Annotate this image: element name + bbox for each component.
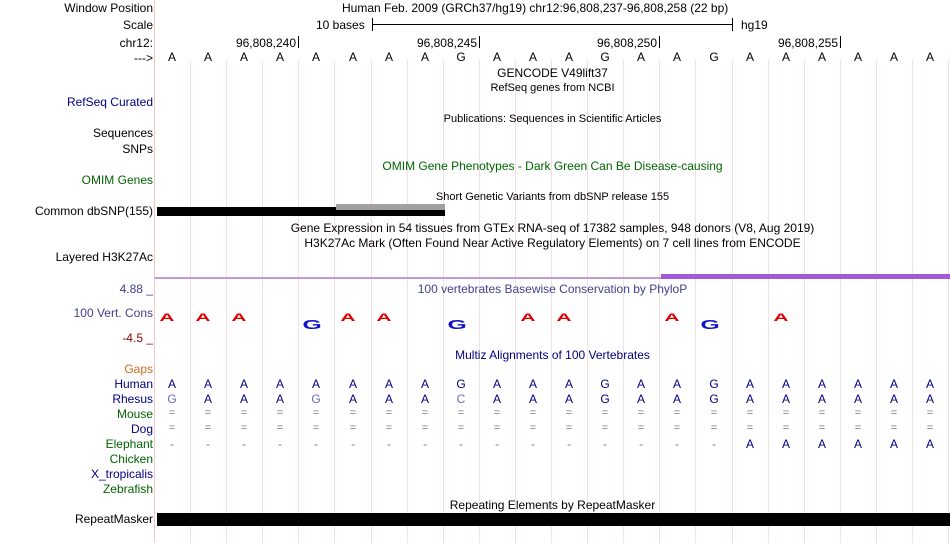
rhesus-base: A <box>239 392 248 406</box>
gtex-title[interactable]: Gene Expression in 54 tissues from GTEx RNA-seq of 17382 samples, 948 donors (V8, Aug 2019) <box>290 221 815 235</box>
rhesus-base: A <box>745 392 754 406</box>
dog-base: = <box>637 422 645 434</box>
sequence-base: A <box>420 50 429 64</box>
mouse-base: = <box>601 407 609 419</box>
human-base: A <box>311 377 320 391</box>
sequence-base: A <box>564 50 573 64</box>
human-base: A <box>528 377 537 391</box>
human-base: A <box>889 377 898 391</box>
elephant-base: A <box>853 437 862 451</box>
elephant-base: - <box>675 437 679 451</box>
species-label-mouse[interactable]: Mouse <box>116 407 153 421</box>
ruler-label: 96,808,255 <box>777 36 838 50</box>
human-base: G <box>709 377 719 391</box>
grid-line <box>876 60 877 543</box>
mouse-base: = <box>529 407 537 419</box>
grid-line <box>298 60 299 543</box>
grid-line <box>804 60 805 543</box>
sequence-base: A <box>528 50 537 64</box>
rhesus-base: A <box>781 392 790 406</box>
dog-base: = <box>421 422 429 434</box>
scale-bar-left-cap <box>372 18 373 31</box>
elephant-base: - <box>351 437 355 451</box>
ruler-label: 96,808,245 <box>416 36 477 50</box>
human-base: A <box>167 377 176 391</box>
strand-arrow: ---> <box>134 51 153 65</box>
scale-text: 10 bases <box>316 18 365 32</box>
human-base: A <box>636 377 645 391</box>
conservation-letter: A <box>376 312 392 324</box>
track-label-repeatmasker[interactable]: RepeatMasker <box>74 512 153 526</box>
mouse-base: = <box>854 407 862 419</box>
rhesus-base: C <box>456 392 466 406</box>
sequence-base: A <box>781 50 790 64</box>
species-label-dog[interactable]: Dog <box>130 422 153 436</box>
dbsnp-title[interactable]: Short Genetic Variants from dbSNP release 155 <box>435 191 670 203</box>
window-position-value: Human Feb. 2009 (GRCh37/hg19) chr12:96,808,237-96,808,258 (22 bp) <box>342 1 729 15</box>
scale-bar <box>372 24 733 25</box>
dog-base: = <box>890 422 898 434</box>
scale-bar-right-cap <box>732 18 733 31</box>
human-base: A <box>781 377 790 391</box>
elephant-base: - <box>712 437 716 451</box>
multiz-title[interactable]: Multiz Alignments of 100 Vertebrates <box>455 348 650 362</box>
mouse-base: = <box>312 407 320 419</box>
sequence-base: A <box>853 50 862 64</box>
rhesus-base: A <box>203 392 212 406</box>
conservation-letter: A <box>159 312 175 324</box>
elephant-base: - <box>603 437 607 451</box>
cons-max-value: 4.88 _ <box>119 282 153 296</box>
dog-base: = <box>312 422 320 434</box>
sequence-base: G <box>600 50 610 64</box>
dog-base: = <box>854 422 862 434</box>
human-base: G <box>456 377 466 391</box>
grid-line <box>912 60 913 543</box>
elephant-base: A <box>817 437 826 451</box>
rhesus-base: A <box>817 392 826 406</box>
track-label-gaps[interactable]: Gaps <box>124 362 153 376</box>
rhesus-base: A <box>636 392 645 406</box>
elephant-base: A <box>889 437 898 451</box>
human-base: G <box>600 377 610 391</box>
elephant-base: - <box>387 437 391 451</box>
conservation-letter: A <box>520 312 536 324</box>
conservation-letter: A <box>195 312 211 324</box>
elephant-base: - <box>459 437 463 451</box>
species-label-elephant[interactable]: Elephant <box>105 437 153 451</box>
dbsnp-feature-highlight[interactable] <box>336 204 445 210</box>
rhesus-base: A <box>925 392 934 406</box>
ruler-tick <box>298 36 299 48</box>
human-base: A <box>384 377 393 391</box>
dog-base: = <box>168 422 176 434</box>
track-label-common-dbsnp[interactable]: Common dbSNP(155) <box>34 204 153 218</box>
species-label-human[interactable]: Human <box>114 377 153 391</box>
track-label-layered-h3k27ac[interactable]: Layered H3K27Ac <box>55 250 153 264</box>
mouse-base: = <box>565 407 573 419</box>
grid-line <box>623 60 624 543</box>
mouse-base: = <box>493 407 501 419</box>
human-base: A <box>925 377 934 391</box>
elephant-base: - <box>206 437 210 451</box>
mouse-base: = <box>385 407 393 419</box>
mouse-base: = <box>782 407 790 419</box>
sequence-base: A <box>203 50 212 64</box>
grid-line <box>659 60 660 543</box>
rhesus-base: A <box>348 392 357 406</box>
chr-label: chr12: <box>119 36 153 50</box>
elephant-base: - <box>314 437 318 451</box>
dog-base: = <box>601 422 609 434</box>
grid-line <box>226 60 227 543</box>
conservation-letter: A <box>231 312 247 324</box>
mouse-base: = <box>204 407 212 419</box>
elephant-base: A <box>925 437 934 451</box>
grid-line <box>262 60 263 543</box>
refseq-title[interactable]: RefSeq genes from NCBI <box>490 82 615 94</box>
species-label-zebrafish[interactable]: Zebrafish <box>102 482 153 496</box>
grid-line <box>840 60 841 543</box>
grid-line <box>768 60 769 543</box>
rhesus-base: A <box>528 392 537 406</box>
sequence-base: A <box>384 50 393 64</box>
h3k27ac-signal-high <box>661 274 950 279</box>
elephant-base: - <box>531 437 535 451</box>
ruler-label: 96,808,250 <box>596 36 657 50</box>
human-base: A <box>745 377 754 391</box>
track-label-sequences[interactable]: Sequences <box>92 126 153 140</box>
human-base: A <box>564 377 573 391</box>
scale-label: Scale <box>122 18 153 32</box>
rhesus-base: A <box>492 392 501 406</box>
rhesus-base: A <box>384 392 393 406</box>
track-label-100-vert-cons[interactable]: 100 Vert. Cons <box>73 306 153 320</box>
human-base: A <box>817 377 826 391</box>
elephant-base: - <box>495 437 499 451</box>
species-label-chicken[interactable]: Chicken <box>109 452 153 466</box>
dog-base: = <box>457 422 465 434</box>
mouse-base: = <box>890 407 898 419</box>
sequence-base: G <box>709 50 719 64</box>
grid-line <box>407 60 408 543</box>
elephant-base: - <box>567 437 571 451</box>
elephant-base: - <box>639 437 643 451</box>
conservation-letter: A <box>340 312 356 324</box>
grid-line <box>371 60 372 543</box>
rhesus-base: A <box>889 392 898 406</box>
mouse-base: = <box>276 407 284 419</box>
mouse-base: = <box>673 407 681 419</box>
h3k27ac-title[interactable]: H3K27Ac Mark (Often Found Near Active Regulatory Elements) on 7 cell lines from ENCODE <box>304 236 801 250</box>
grid-line <box>587 60 588 543</box>
mouse-base: = <box>421 407 429 419</box>
mouse-base: = <box>818 407 826 419</box>
repeatmasker-title[interactable]: Repeating Elements by RepeatMasker <box>449 498 656 512</box>
grid-line <box>190 60 191 543</box>
mouse-base: = <box>926 407 934 419</box>
omim-title[interactable]: OMIM Gene Phenotypes - Dark Green Can Be Disease-causing <box>382 159 723 173</box>
grid-line <box>551 60 552 543</box>
dog-base: = <box>782 422 790 434</box>
dog-base: = <box>276 422 284 434</box>
elephant-base: A <box>781 437 790 451</box>
grid-line <box>334 60 335 543</box>
ruler-label: 96,808,240 <box>235 36 296 50</box>
sequence-base: A <box>311 50 320 64</box>
sequence-base: A <box>275 50 284 64</box>
dog-base: = <box>673 422 681 434</box>
phylop-title[interactable]: 100 vertebrates Basewise Conservation by PhyloP <box>417 282 688 296</box>
human-base: A <box>672 377 681 391</box>
human-base: A <box>239 377 248 391</box>
sequence-base: A <box>167 50 176 64</box>
human-base: A <box>853 377 862 391</box>
window-position-label: Window Position <box>64 1 153 15</box>
conservation-letter: G <box>447 317 467 332</box>
dog-base: = <box>710 422 718 434</box>
cons-min-value: -4.5 _ <box>122 331 153 345</box>
dog-base: = <box>349 422 357 434</box>
human-base: A <box>420 377 429 391</box>
dog-base: = <box>385 422 393 434</box>
rhesus-base: A <box>564 392 573 406</box>
human-base: A <box>492 377 501 391</box>
rhesus-base: G <box>709 392 719 406</box>
sequence-base: A <box>889 50 898 64</box>
ruler-tick <box>840 36 841 48</box>
sequence-base: A <box>817 50 826 64</box>
rhesus-base: G <box>167 392 177 406</box>
ruler-tick <box>479 36 480 48</box>
species-label-x-tropicalis[interactable]: X_tropicalis <box>90 467 153 481</box>
track-label-refseq[interactable]: RefSeq Curated <box>66 95 153 109</box>
elephant-base: - <box>278 437 282 451</box>
grid-line <box>732 60 733 543</box>
rhesus-base: A <box>275 392 284 406</box>
rhesus-base: A <box>420 392 429 406</box>
sequence-base: A <box>672 50 681 64</box>
conservation-letter: A <box>556 312 572 324</box>
dog-base: = <box>240 422 248 434</box>
mouse-base: = <box>746 407 754 419</box>
human-base: A <box>348 377 357 391</box>
rhesus-base: G <box>600 392 610 406</box>
conservation-letter: G <box>700 317 720 332</box>
grid-line <box>515 60 516 543</box>
sequence-base: A <box>745 50 754 64</box>
dog-base: = <box>204 422 212 434</box>
sequence-base: G <box>456 50 466 64</box>
rhesus-base: A <box>672 392 681 406</box>
grid-line <box>443 60 444 543</box>
gencode-title[interactable]: GENCODE V49lift37 <box>497 66 608 80</box>
dog-base: = <box>529 422 537 434</box>
mouse-base: = <box>457 407 465 419</box>
mouse-base: = <box>168 407 176 419</box>
dog-base: = <box>565 422 573 434</box>
ruler-tick <box>659 36 660 48</box>
grid-line <box>695 60 696 543</box>
dog-base: = <box>493 422 501 434</box>
publications-title[interactable]: Publications: Sequences in Scientific Articles <box>443 113 662 125</box>
repeatmasker-feature-bar[interactable] <box>157 513 950 526</box>
mouse-base: = <box>637 407 645 419</box>
mouse-base: = <box>240 407 248 419</box>
dog-base: = <box>926 422 934 434</box>
sequence-base: A <box>239 50 248 64</box>
conservation-letter: G <box>302 317 322 332</box>
elephant-base: - <box>170 437 174 451</box>
assembly-label: hg19 <box>741 18 768 32</box>
mouse-base: = <box>349 407 357 419</box>
elephant-base: A <box>745 437 754 451</box>
species-label-rhesus[interactable]: Rhesus <box>112 392 153 406</box>
conservation-letter: A <box>773 312 789 324</box>
elephant-base: - <box>423 437 427 451</box>
track-label-omim[interactable]: OMIM Genes <box>81 173 153 187</box>
mouse-base: = <box>710 407 718 419</box>
grid-line <box>948 60 949 543</box>
grid-line <box>479 60 480 543</box>
rhesus-base: G <box>311 392 321 406</box>
elephant-base: - <box>242 437 246 451</box>
sequence-base: A <box>925 50 934 64</box>
dog-base: = <box>746 422 754 434</box>
human-base: A <box>203 377 212 391</box>
sequence-base: A <box>636 50 645 64</box>
sequence-base: A <box>492 50 501 64</box>
human-base: A <box>275 377 284 391</box>
track-label-snps[interactable]: SNPs <box>122 142 153 156</box>
conservation-letter: A <box>664 312 680 324</box>
dog-base: = <box>818 422 826 434</box>
rhesus-base: A <box>853 392 862 406</box>
sequence-base: A <box>348 50 357 64</box>
